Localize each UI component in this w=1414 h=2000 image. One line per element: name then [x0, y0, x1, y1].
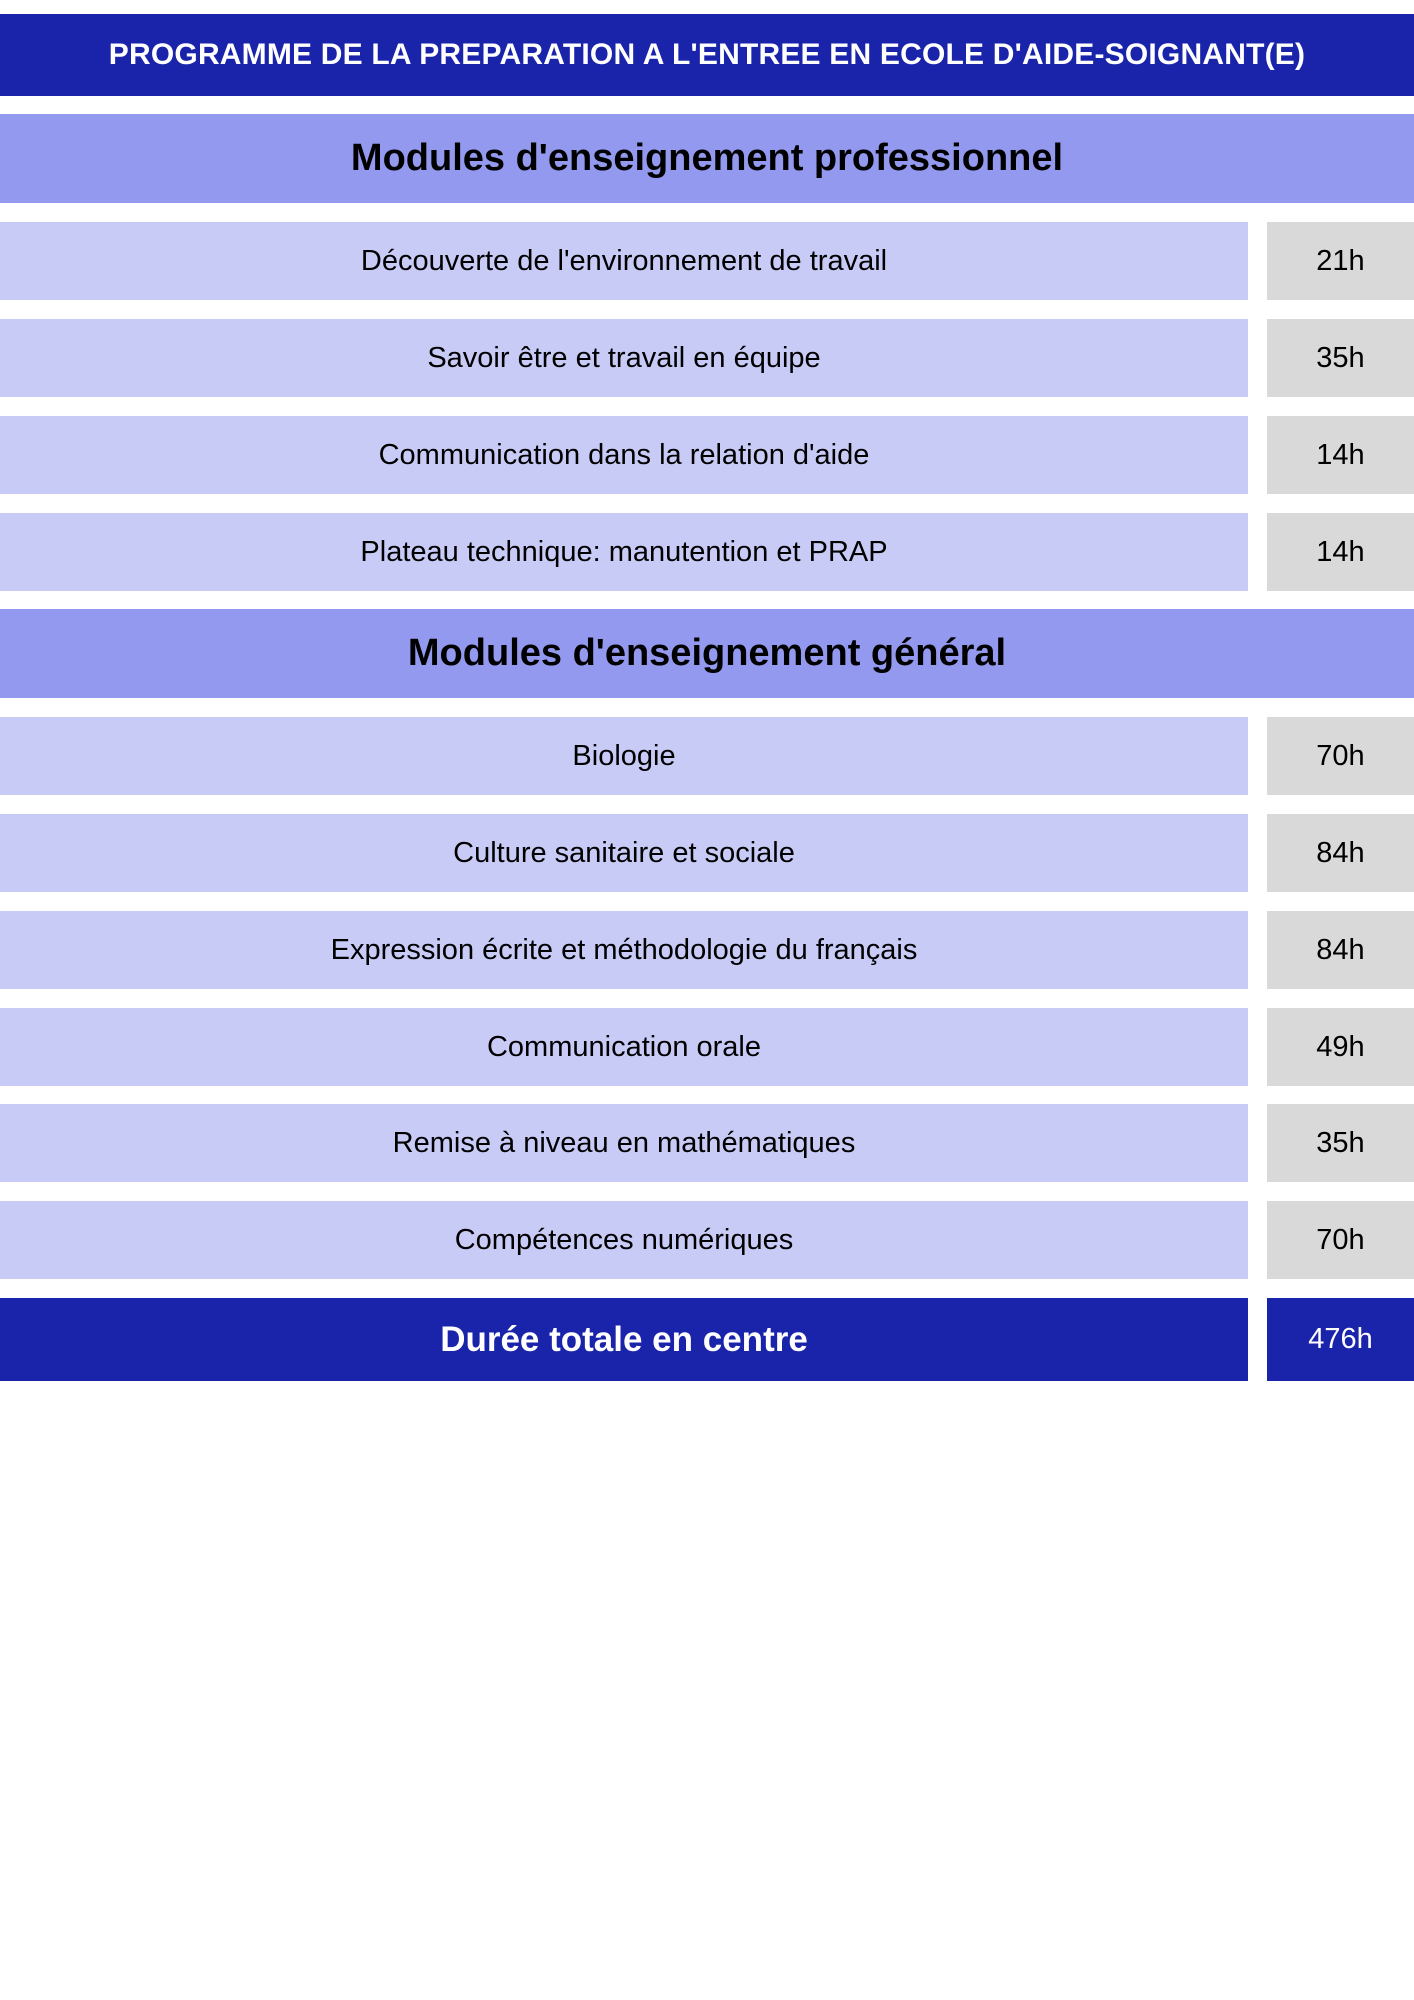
module-row	[0, 222, 1414, 300]
module-row	[0, 1201, 1414, 1279]
module-row	[0, 416, 1414, 494]
module-label: Expression écrite et méthodologie du français	[0, 911, 1248, 989]
total-row	[0, 1298, 1414, 1381]
module-label: Compétences numériques	[0, 1201, 1248, 1279]
page-title: PROGRAMME DE LA PREPARATION A L'ENTREE EN ECOLE D'AIDE-SOIGNANT(E)	[0, 14, 1414, 96]
module-label: Communication dans la relation d'aide	[0, 416, 1248, 494]
module-hours: 35h	[1267, 319, 1414, 397]
module-hours: 14h	[1267, 513, 1414, 591]
module-label: Découverte de l'environnement de travail	[0, 222, 1248, 300]
module-hours: 70h	[1267, 1201, 1414, 1279]
total-label: Durée totale en centre	[0, 1298, 1248, 1381]
module-row	[0, 911, 1414, 989]
module-row	[0, 319, 1414, 397]
module-hours: 70h	[1267, 717, 1414, 795]
section-header-professional: Modules d'enseignement professionnel	[0, 114, 1414, 203]
module-row	[0, 1104, 1414, 1182]
module-row	[0, 814, 1414, 892]
module-hours: 35h	[1267, 1104, 1414, 1182]
module-row	[0, 717, 1414, 795]
module-hours: 14h	[1267, 416, 1414, 494]
module-label: Remise à niveau en mathématiques	[0, 1104, 1248, 1182]
section-header-general: Modules d'enseignement général	[0, 609, 1414, 698]
module-label: Savoir être et travail en équipe	[0, 319, 1248, 397]
total-hours: 476h	[1267, 1298, 1414, 1381]
module-row	[0, 513, 1414, 591]
module-label: Plateau technique: manutention et PRAP	[0, 513, 1248, 591]
module-label: Culture sanitaire et sociale	[0, 814, 1248, 892]
module-hours: 49h	[1267, 1008, 1414, 1086]
module-hours: 84h	[1267, 814, 1414, 892]
module-row	[0, 1008, 1414, 1086]
module-hours: 84h	[1267, 911, 1414, 989]
module-hours: 21h	[1267, 222, 1414, 300]
module-label: Biologie	[0, 717, 1248, 795]
module-label: Communication orale	[0, 1008, 1248, 1086]
